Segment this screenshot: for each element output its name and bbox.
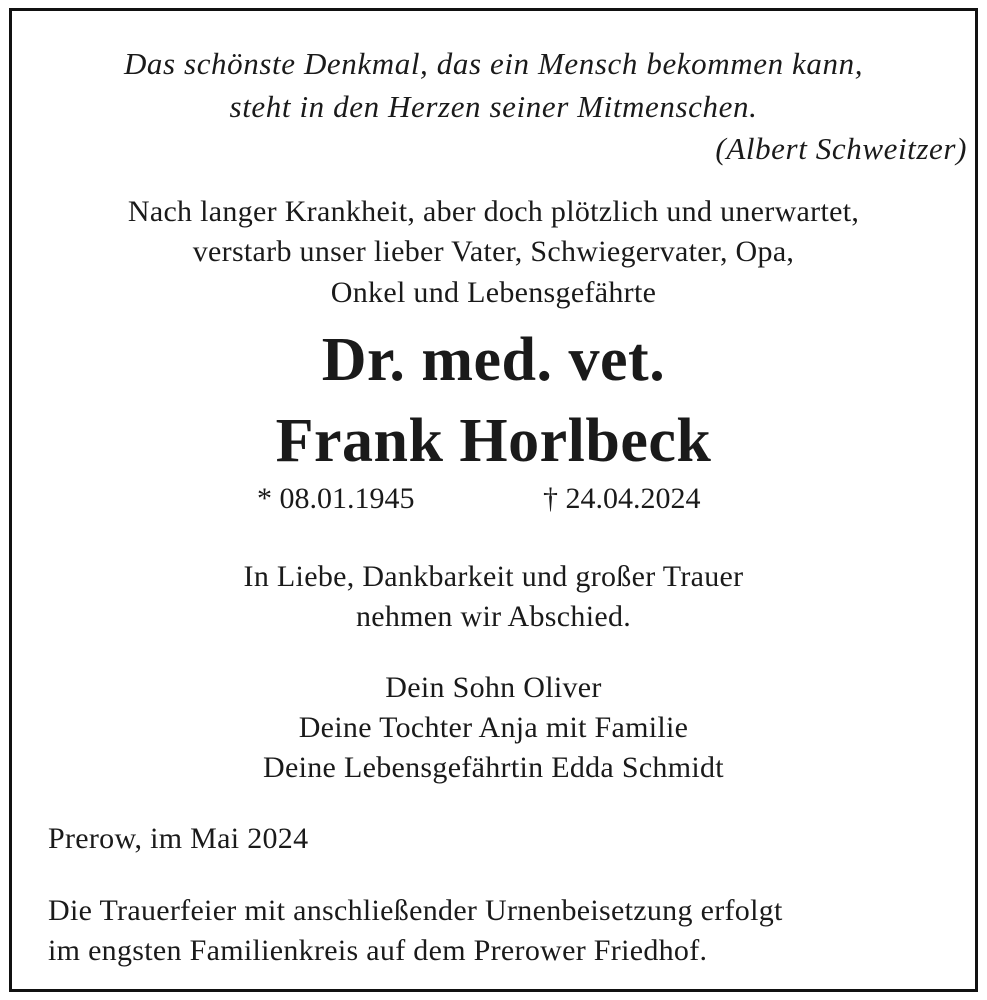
birth-date: * 08.01.1945: [257, 482, 415, 515]
farewell-line-1: In Liebe, Dankbarkeit und großer Trauer: [243, 560, 744, 593]
intro-line-2: verstarb unser lieber Vater, Schwiegervater, Opa,: [192, 235, 795, 268]
death-date: † 24.04.2024: [543, 482, 701, 515]
mourner-3: Deine Lebensgefährtin Edda Schmidt: [263, 751, 724, 784]
deceased-name: Frank Horlbeck: [275, 407, 712, 475]
quote-line-2: steht in den Herzen seiner Mitmenschen.: [229, 89, 758, 124]
place-date: Prerow, im Mai 2024: [48, 822, 309, 855]
deceased-title: Dr. med. vet.: [321, 326, 666, 394]
quote-author: (Albert Schweitzer): [715, 131, 967, 166]
obituary-frame: [9, 8, 978, 992]
intro-line-3: Onkel und Lebensgefährte: [330, 276, 657, 309]
mourner-2: Deine Tochter Anja mit Familie: [298, 711, 689, 744]
funeral-line-2: im engsten Familienkreis auf dem Prerower Friedhof.: [48, 934, 708, 967]
intro-line-1: Nach langer Krankheit, aber doch plötzlich und unerwartet,: [127, 195, 860, 228]
quote-line-1: Das schönste Denkmal, das ein Mensch bekommen kann,: [123, 46, 864, 81]
funeral-line-1: Die Trauerfeier mit anschließender Urnenbeisetzung erfolgt: [48, 894, 783, 927]
mourner-1: Dein Sohn Oliver: [385, 671, 602, 704]
farewell-line-2: nehmen wir Abschied.: [355, 600, 632, 633]
